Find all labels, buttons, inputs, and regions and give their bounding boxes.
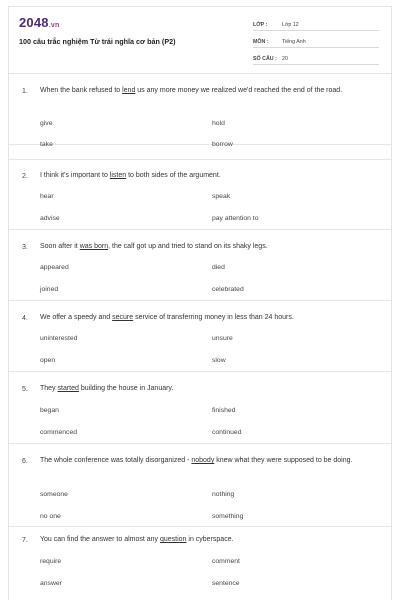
meta-label: SỐ CÂU :	[253, 56, 277, 62]
meta-row-class	[253, 15, 379, 31]
answer-option[interactable]: finished	[212, 407, 236, 414]
question-text	[40, 455, 370, 467]
question-number: 7.	[22, 537, 28, 544]
answer-option[interactable]: sentence	[212, 580, 240, 587]
question-item	[9, 73, 391, 148]
meta-value: 20	[282, 56, 288, 62]
answer-option[interactable]: comment	[212, 558, 240, 565]
question-text-before: You can find the answer to almost any	[40, 536, 160, 543]
meta-row-subject	[253, 32, 379, 48]
question-text	[40, 241, 370, 253]
question-number: 3.	[22, 244, 28, 251]
underlined-word: was born	[79, 243, 109, 250]
site-logo[interactable]	[19, 15, 59, 30]
question-text	[40, 383, 370, 395]
underlined-word: question	[159, 536, 187, 543]
question-item	[9, 230, 391, 301]
underlined-word: secure	[112, 314, 134, 321]
meta-value: Tiếng Anh	[282, 39, 306, 45]
answer-option[interactable]: unsure	[212, 335, 233, 342]
answer-option[interactable]: died	[212, 264, 225, 271]
worksheet-header	[9, 7, 391, 73]
answer-option[interactable]: pay attention to	[212, 215, 259, 222]
question-number: 5.	[22, 386, 28, 393]
answer-option[interactable]: open	[40, 357, 56, 364]
logo-text: 2048	[19, 15, 49, 30]
underlined-word: listen	[109, 172, 127, 179]
logo-suffix: .vn	[48, 22, 60, 29]
meta-value: Lớp 12	[282, 22, 299, 28]
question-number: 4.	[22, 315, 28, 322]
question-text	[40, 85, 370, 97]
question-text-before: Soon after it	[40, 243, 80, 250]
question-text-after: service of transferring money in less than 24 hours.	[133, 314, 294, 321]
question-list	[9, 73, 391, 600]
question-text-after: building the house in January.	[78, 385, 174, 392]
question-text-after: in cyberspace.	[186, 536, 234, 543]
answer-option[interactable]: continued	[212, 429, 242, 436]
question-text-after: knew what they were supposed to be doing.	[214, 457, 353, 464]
question-text-after: to both sides of the argument.	[126, 172, 221, 179]
answer-option[interactable]: nothing	[212, 491, 235, 498]
answer-option[interactable]: began	[40, 407, 59, 414]
question-text	[40, 170, 370, 182]
answer-option[interactable]: speak	[212, 193, 231, 200]
meta-row-count	[253, 49, 379, 65]
answer-option[interactable]: take	[40, 141, 53, 148]
question-item	[9, 444, 391, 527]
question-text-before: I think it's important to	[40, 172, 110, 179]
answer-option[interactable]: advise	[40, 215, 60, 222]
question-text-after: , the calf got up and tried to stand on its shaky legs.	[108, 243, 268, 250]
document-title: 100 câu trắc nghiệm Từ trái nghĩa cơ bản (P2)	[19, 37, 176, 46]
answer-option[interactable]: slow	[212, 357, 226, 364]
question-item	[9, 372, 391, 444]
question-text	[40, 312, 370, 324]
answer-option[interactable]: commenced	[40, 429, 78, 436]
answer-option[interactable]: someone	[40, 491, 68, 498]
question-item	[9, 159, 391, 230]
question-item	[9, 301, 391, 372]
worksheet	[8, 6, 392, 600]
answer-option[interactable]: hold	[212, 120, 225, 127]
question-number: 1.	[22, 88, 28, 95]
question-text-before: We offer a speedy and	[40, 314, 113, 321]
meta-info	[253, 15, 379, 66]
underlined-word: lend	[122, 87, 136, 94]
question-text-before: They	[40, 385, 58, 392]
answer-option[interactable]: no one	[40, 513, 61, 520]
underlined-word: nobody	[191, 457, 215, 464]
answer-option[interactable]: hear	[40, 193, 54, 200]
question-text-after: us any more money we realized we'd reached the end of the road.	[135, 87, 343, 94]
answer-option[interactable]: celebrated	[212, 286, 244, 293]
question-item	[9, 527, 391, 600]
question-text-before: The whole conference was totally disorganized -	[40, 457, 192, 464]
answer-option[interactable]: answer	[40, 580, 62, 587]
answer-option[interactable]: joined	[40, 286, 59, 293]
question-number: 2.	[22, 173, 28, 180]
meta-label: LỚP :	[253, 22, 268, 28]
answer-option[interactable]: uninterested	[40, 335, 78, 342]
meta-label: MÔN :	[253, 39, 269, 45]
answer-option[interactable]: give	[40, 120, 53, 127]
question-text	[40, 534, 370, 546]
answer-option[interactable]: something	[212, 513, 244, 520]
answer-option[interactable]: require	[40, 558, 62, 565]
question-text-before: When the bank refused to	[40, 87, 123, 94]
underlined-word: started	[57, 385, 79, 392]
answer-option[interactable]: appeared	[40, 264, 69, 271]
answer-option[interactable]: borrow	[212, 141, 233, 148]
question-number: 6.	[22, 458, 28, 465]
